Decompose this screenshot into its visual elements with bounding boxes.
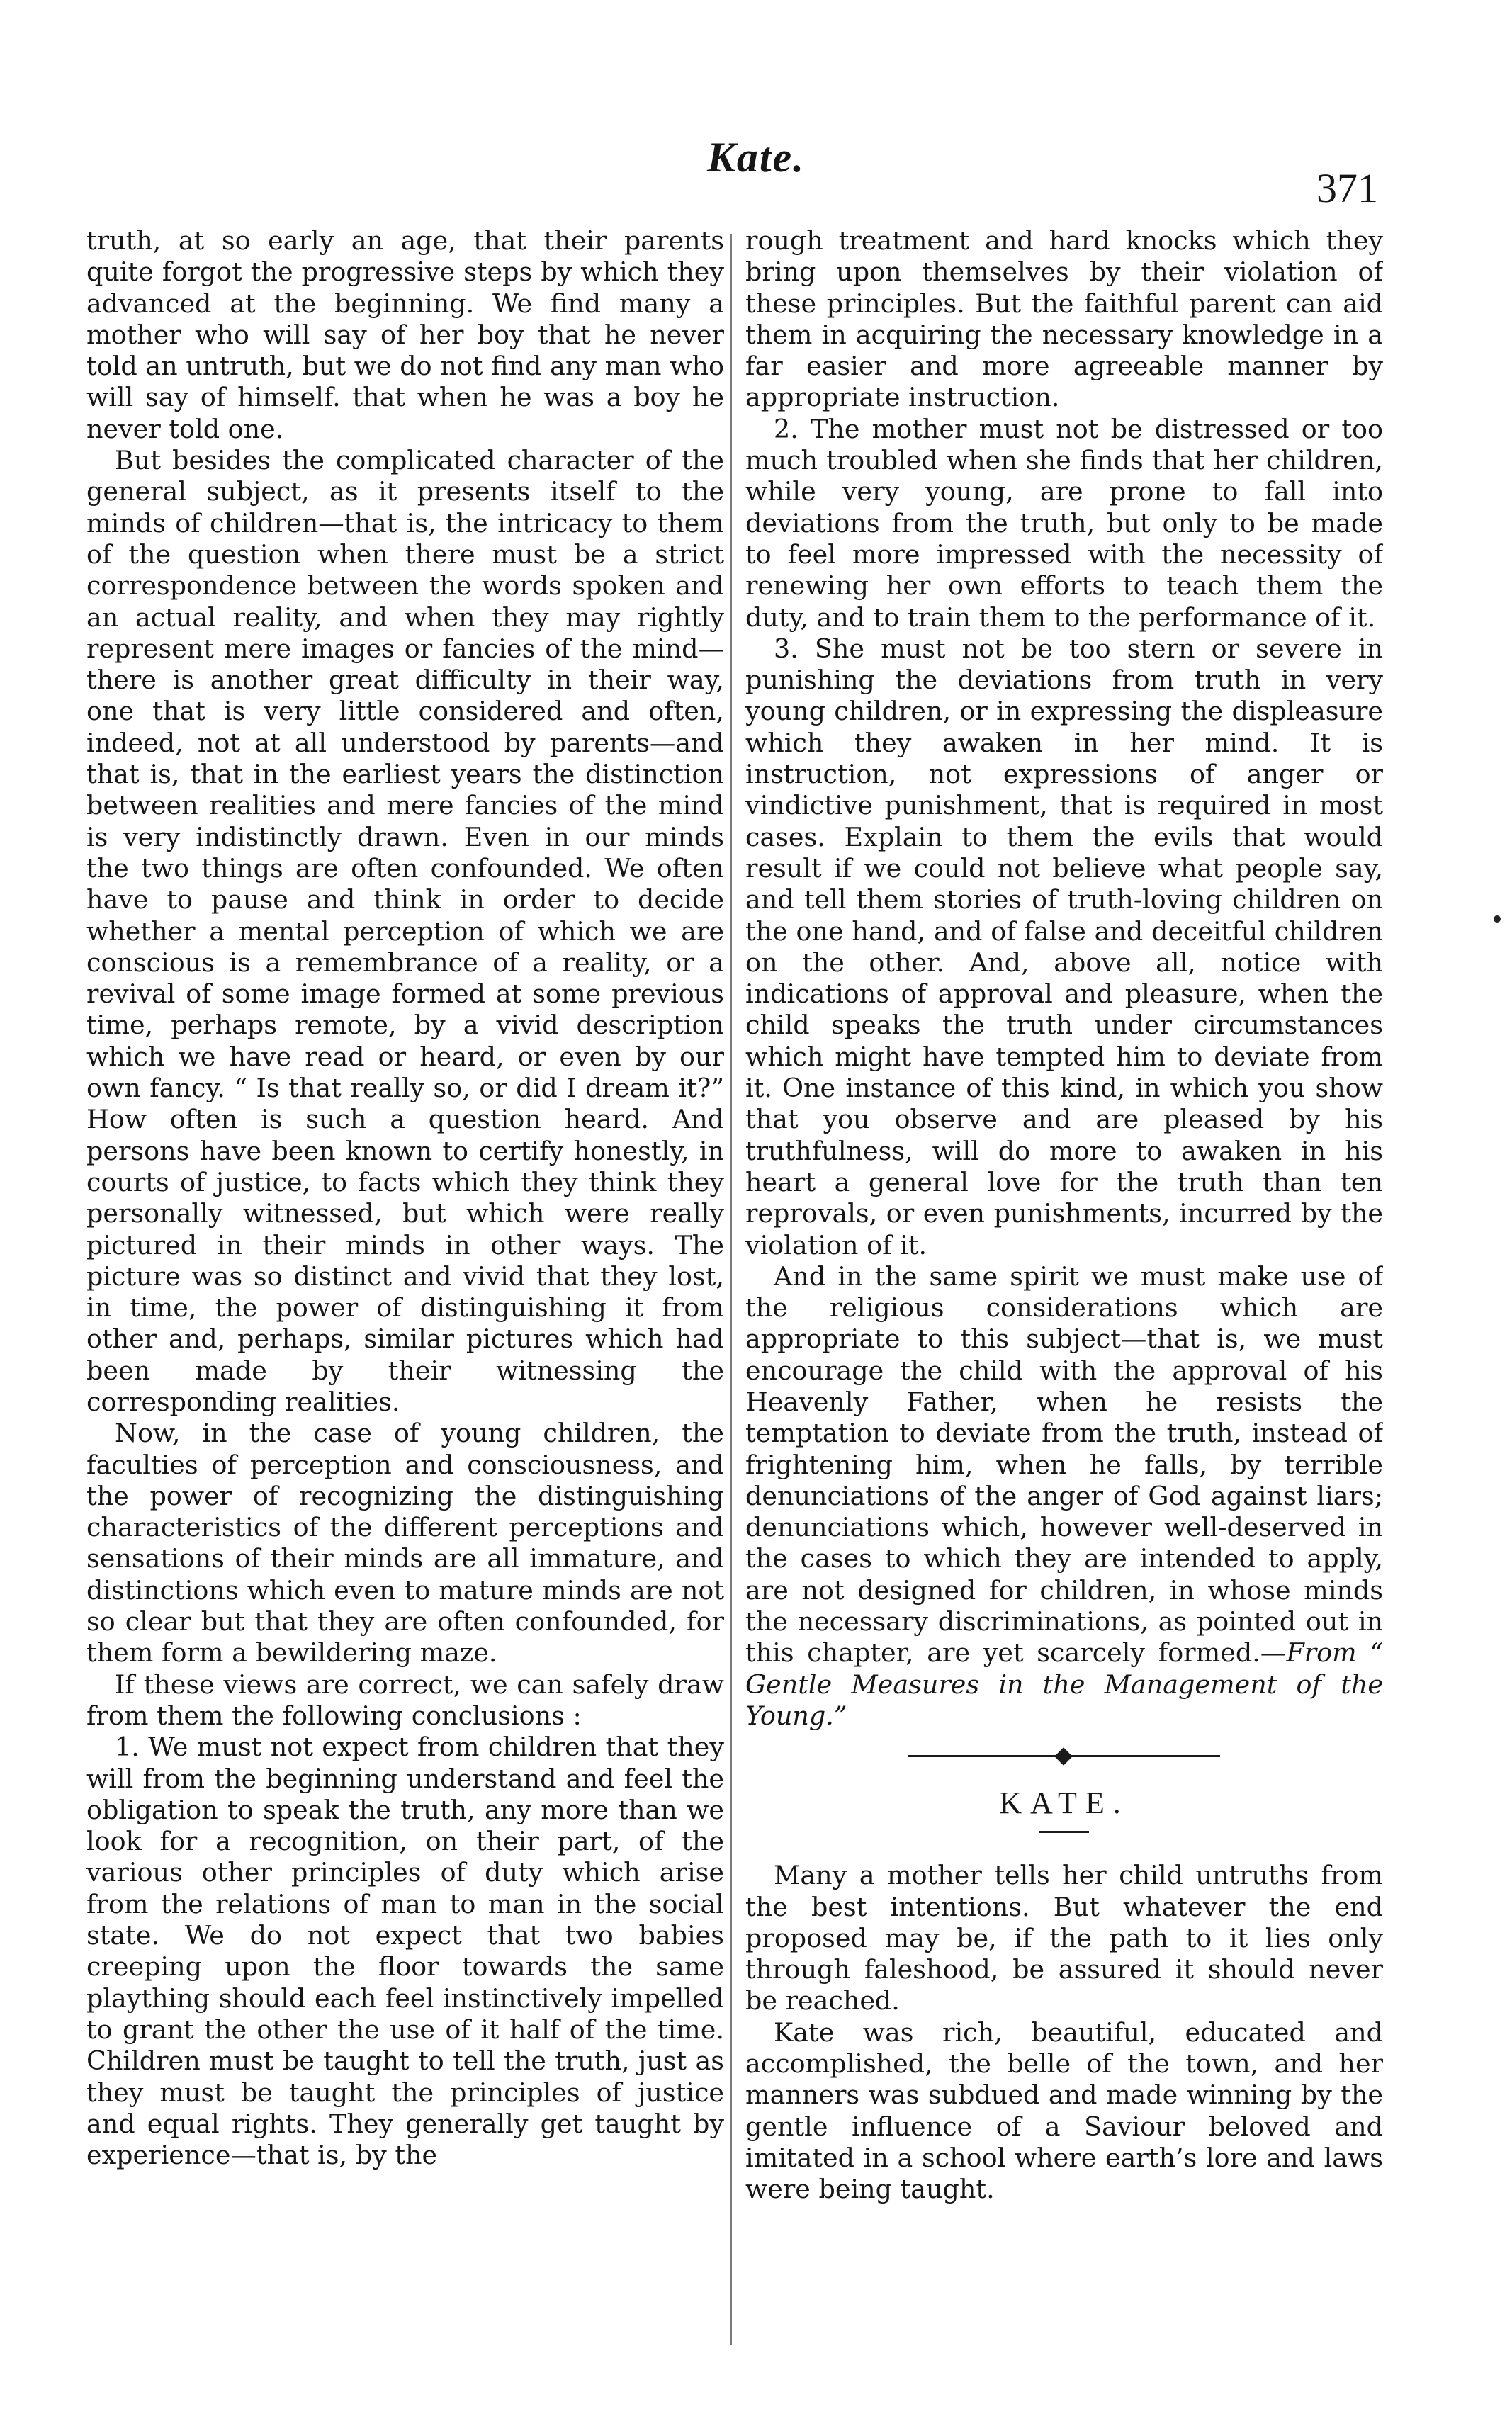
paragraph: 3. She must not be too stern or severe in punishing the deviations from truth in very young children, or in expressing the displeasure which they awaken in her mind. It is instruction, not expressions of anger or vindictive punishment, that is required in most cases. Explain to them the evils that would result if we could not believe what people say, and tell them stories of truth-loving children on the one hand, and of false and deceitful children on the other. And, above all, notice with indications of approval and pleasure, when the child speaks the truth under circumstances which might have tempted him to deviate from it. One instance of this kind, in which you show that you observe and are pleased by his truthfulness, will do more to awaken in his heart a general love for the truth than ten reprovals, or even punishments, incurred by the violation of it. [745,633,1383,1260]
page-number: 371 [1316,165,1378,211]
right-column [745,225,1383,2358]
paragraph: If these views are correct, we can safely draw from them the following conclusions : [86,1669,724,1731]
paragraph: Now, in the case of young children, the faculties of perception and consciousness, and the power of recognizing the distinguishing characteristics of the different perceptions and sensations of their minds are all immature, and distinctions which even to mature minds are not so clear but that they are often confounded, for them form a bewildering maze. [86,1418,724,1669]
paragraph: 2. The mother must not be distressed or too much troubled when she finds that her children, while very young, are prone to fall into deviations from the truth, but only to be made to feel more impressed with the necessity of renewing her own efforts to teach them the duty, and to train them to the performance of it. [745,413,1383,633]
paragraph: Kate was rich, beautiful, educated and accomplished, the belle of the town, and her manners was subdued and made winning by the gentle influence of a Saviour beloved and imitated in a school where earth’s lore and laws were being taught. [745,2016,1383,2205]
left-column [86,225,724,2358]
paragraph: rough treatment and hard knocks which they bring upon themselves by their violation of these principles. But the faithful parent can aid them in acquiring the necessary knowledge in a far easier and more agreeable manner by appropriate instruction. [745,225,1383,413]
section-separator [745,1742,1383,1768]
column-divider [730,234,732,2345]
paragraph: But besides the complicated character of the general subject, as it presents itself to the minds of children—that is, the intricacy to them of the question when there must be a strict correspondence between the words spoken and an actual reality, and when they may rightly represent mere images or fancies of the mind—there is another great difficulty in their way, one that is very little considered and often, indeed, not at all understood by parents—and that is, that in the earliest years the distinction between realities and mere fancies of the mind is very indistinctly drawn. Even in our minds the two things are often confounded. We often have to pause and think in order to decide whether a mental perception of which we are conscious is a remembrance of a reality, or a revival of some image formed at some previous time, perhaps remote, by a vivid description which we have read or heard, or even by our own fancy. “ Is that really so, or did I dream it?” How often is such a question heard. And persons have been known to certify honestly, in courts of justice, to facts which they think they personally witnessed, but which were really pictured in their minds in other ways. The picture was so distinct and vivid that they lost, in time, the power of distinguishing it from other and, perhaps, similar pictures which had been made by their witnessing the corresponding realities. [86,445,724,1417]
paragraph: Many a mother tells her child untruths from the best intentions. But whatever the end proposed may be, if the path to it lies only through faleshood, be assured it should never be reached. [745,1860,1383,2016]
running-header-title: Kate. [706,134,806,181]
title-underline [1039,1831,1089,1833]
paragraph: 1. We must not expect from children that they will from the beginning understand and feel the obligation to speak the truth, any more than we look for a recognition, on their part, of the various other principles of duty which arise from the relations of man to man in the social state. We do not expect that two babies creeping upon the floor towards the same plaything should each feel instinctively impelled to grant the other the use of it half of the time. Children must be taught to tell the truth, just as they must be taught the principles of justice and equal rights. They generally get taught by experience—that is, by the [86,1732,724,2171]
source-attribution: —From “ Gentle Measures in the Management of the Young.” [745,1637,1383,1731]
paragraph-with-attribution [745,1261,1383,1732]
paragraph: truth, at so early an age, that their parents quite forgot the progressive steps by which they advanced at the beginning. We find many a mother who will say of her boy that he never told an untruth, but we do not find any man who will say of himself. that when he was a boy he never told one. [86,225,724,444]
paragraph-text: And in the same spirit we must make use of the religious considerations which are appropriate to this subject—that is, we must encourage the child with the approval of his Heavenly Father, when he resists the temptation to deviate from the truth, instead of frightening him, when he falls, by terrible denunciations of the anger of God against liars; denunciations which, however well-deserved in the cases to which they are intended to apply, are not designed for children, in whose minds the necessary discriminations, as pointed out in this chapter, are yet scarcely formed. [745,1260,1383,1669]
article-title: KATE. [999,1785,1129,1821]
ink-speck [1494,915,1501,923]
